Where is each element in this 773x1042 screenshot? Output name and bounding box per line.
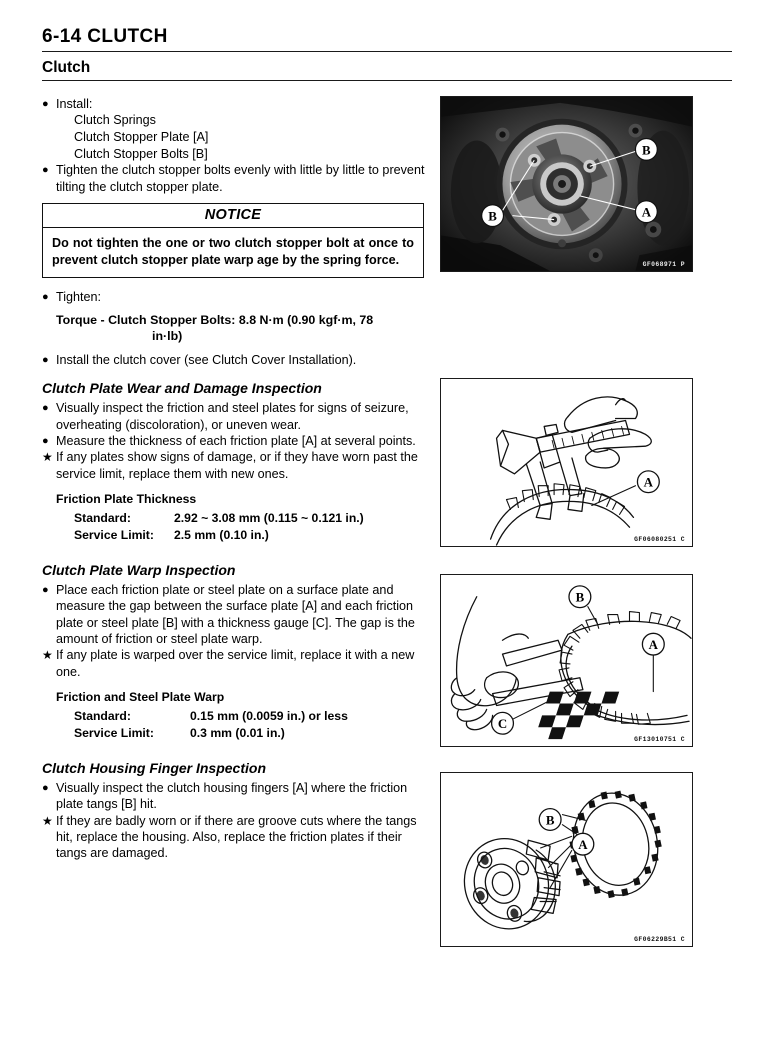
wear-bullet-text: Visually inspect the friction and steel plates for signs of seizure, overheating (discoloration), or uneven wear. (56, 401, 409, 432)
spec-row (56, 725, 428, 743)
spec-row (56, 708, 428, 726)
bullet-dot-icon: ● (42, 402, 49, 415)
spec-value: 2.92 ~ 3.08 mm (0.115 ~ 0.121 in.) (174, 510, 364, 525)
figure-code: GF06080251 C (634, 536, 685, 543)
callout-a: A (578, 838, 588, 853)
bullet-dot-icon: ● (42, 781, 49, 794)
spec-value: 2.5 mm (0.10 in.) (174, 528, 269, 543)
spec-label: Standard: (74, 510, 131, 525)
callout-c: C (497, 717, 508, 732)
callout-a: A (648, 638, 658, 653)
friction-plate-thickness-spec (42, 491, 428, 545)
page-header (42, 26, 732, 81)
spec-label: Standard: (74, 708, 131, 723)
page-title: Clutch (42, 59, 91, 76)
friction-steel-plate-warp-spec (42, 689, 428, 743)
wear-star-bullet (42, 449, 428, 482)
bullet-dot-icon: ● (42, 164, 49, 177)
notice-text: Do not tighten the one or two clutch stopper bolt at once to prevent clutch stopper plate warp age by the spring force. (52, 236, 414, 268)
warp-star-bullet (42, 647, 428, 680)
install-item-list (56, 112, 428, 162)
torque-spec (42, 312, 428, 345)
tighten-evenly-text: Tighten the clutch stopper bolts evenly with little by little to prevent tilting the clutch stopper plate. (56, 163, 425, 194)
wear-star-text: If any plates show signs of damage, or if they have worn past the service limit, replace them with new ones. (56, 450, 418, 481)
caliper-measurement-illustration (441, 379, 692, 546)
figure-code: GF13010751 C (634, 736, 685, 743)
bullet-dot-icon: ● (42, 98, 49, 110)
notice-box (42, 203, 424, 278)
bullet-dot-icon: ● (42, 583, 49, 596)
torque-continuation: in·lb) (152, 329, 183, 344)
callout-b: B (575, 590, 585, 605)
list-item: Clutch Stopper Bolts [B] (74, 146, 208, 161)
warp-bullet-text: Place each friction plate or steel plate on a surface plate and measure the gap between the surface plate [A] and each friction plate or steel plate [B] with a thickness gauge [C]. The gap is the amount of friction or steel plate warp. (56, 582, 415, 646)
tighten-evenly-bullet (42, 162, 428, 195)
wear-bullet-text: Measure the thickness of each friction plate [A] at several points. (56, 434, 416, 449)
tighten-bullet (42, 289, 428, 305)
install-lead: Install: (56, 97, 93, 111)
star-icon: ★ (42, 813, 53, 828)
callout-a: A (643, 475, 654, 490)
bullet-dot-icon: ● (42, 353, 49, 366)
install-cover-bullet (42, 352, 428, 368)
bullet-dot-icon: ● (42, 435, 49, 448)
heading-clutch-plate-wear: Clutch Plate Wear and Damage Inspection (42, 380, 322, 397)
heading-clutch-plate-warp: Clutch Plate Warp Inspection (42, 561, 236, 578)
heading-clutch-housing-finger: Clutch Housing Finger Inspection (42, 759, 266, 776)
callout-a: A (641, 205, 652, 220)
torque-main: Torque - Clutch Stopper Bolts: 8.8 N·m (0.90 kgf·m, 78 (56, 312, 374, 327)
page-folio: 6-14 CLUTCH (42, 26, 168, 47)
list-item: Clutch Springs (74, 113, 156, 128)
callout-b-top: B (642, 143, 651, 158)
housing-star-text: If they are badly worn or if there are groove cuts where the tangs hit, replace the housing. Also, replace the friction plates if their tangs are damaged. (56, 813, 417, 861)
spec-value: 0.3 mm (0.01 in.) (190, 726, 285, 741)
figure-code: GF068971 P (642, 261, 685, 268)
clutch-housing-illustration (441, 773, 692, 946)
figure-plate-warp-inspection (440, 574, 693, 747)
wear-bullet (42, 433, 428, 449)
warp-gauge-illustration (441, 575, 692, 746)
warp-star-text: If any plate is warped over the service limit, replace it with a new one. (56, 648, 415, 679)
clutch-stopper-photo-illustration (441, 97, 692, 271)
install-bullet (42, 96, 428, 162)
header-rule-bottom (42, 80, 732, 81)
spec-row (56, 527, 428, 545)
spec-value: 0.15 mm (0.0059 in.) or less (190, 708, 348, 723)
bullet-dot-icon: ● (42, 291, 49, 304)
housing-star-bullet (42, 813, 428, 862)
figure-clutch-stopper-plate-photo (440, 96, 693, 272)
list-item: Clutch Stopper Plate [A] (74, 130, 209, 144)
housing-bullet-text: Visually inspect the clutch housing fingers [A] where the friction plate tangs [B] hit. (56, 780, 408, 812)
spec-row (56, 510, 428, 528)
figure-code: GF06229B51 C (634, 936, 685, 943)
spec-title: Friction Plate Thickness (56, 492, 197, 507)
warp-bullet (42, 582, 428, 648)
tighten-lead: Tighten: (56, 290, 102, 305)
notice-title: NOTICE (43, 204, 423, 228)
wear-bullet (42, 400, 428, 433)
housing-bullet (42, 780, 428, 813)
spec-label: Service Limit: (74, 726, 154, 741)
text-column (42, 96, 428, 862)
star-icon: ★ (42, 648, 53, 663)
spec-label: Service Limit: (74, 528, 154, 543)
header-rule-top (42, 51, 732, 52)
star-icon: ★ (42, 450, 53, 465)
callout-b-left: B (488, 209, 497, 224)
figure-friction-plate-thickness (440, 378, 693, 547)
figure-clutch-housing-fingers (440, 772, 693, 947)
spec-title: Friction and Steel Plate Warp (56, 690, 225, 705)
install-cover-text: Install the clutch cover (see Clutch Cover Installation). (56, 352, 357, 367)
callout-b: B (545, 813, 555, 828)
